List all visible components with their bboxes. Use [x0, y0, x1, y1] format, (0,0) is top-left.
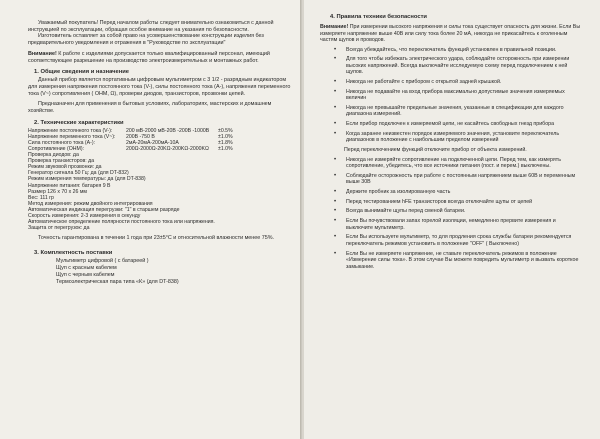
safety-attention	[320, 24, 584, 44]
rule-text: Если Вы почувствовали запах горелой изоляции, немедленно прервите измерения и выключите мультиметр.	[346, 218, 556, 231]
spec-value: 200 мВ-2000 мВ-20В -200В -1000В	[126, 127, 210, 134]
spec-line: Защита от перегрузок: да	[28, 225, 90, 232]
safety-rule	[320, 234, 584, 247]
spec-line: Автоматическая индикация перегрузки: "1" в старшем разряде	[28, 206, 180, 213]
bullet-icon: •	[334, 56, 337, 63]
rule-text: Всегда убеждайтесь, что переключатель функций установлен в правильной позиции.	[346, 46, 557, 53]
rule-text: Если Вы используете мультиметр, то для продления срока службы батареи рекомендуется переключатель режимов установить в положение "OFF" ( Выключено)	[346, 234, 572, 247]
section-4-title: 4. Правила техники безопасности	[330, 14, 427, 20]
bullet-icon: •	[334, 234, 337, 241]
attention-text: При измерении высокого напряжения и силы тока существует опасность для жизни. Если Вы измеряете напряжение выше 40В или силу тока более 20 мА, никогда не прикасайтесь к оголенным частям щупов и проводов.	[320, 24, 581, 43]
bullet-icon: •	[334, 88, 337, 95]
right-page	[304, 0, 600, 439]
spec-label: Напряжение постоянного тока (V-):	[28, 127, 113, 134]
section-2-title: 2. Технические характеристики	[34, 119, 124, 126]
rule-text: Если Вы не измеряете напряжение, не ставьте переключатель режимов в положение «Измерение силы тока». В этом случае Вы можете повредить мультиметр и вызвать короткое замыкание.	[346, 250, 579, 270]
section-3-title: 3. Комплектность поставки	[34, 250, 113, 257]
spec-label: Сопротивление (OHM):	[28, 146, 85, 153]
rights-text: Изготовитель оставляет за собой право на усовершенствование конструкции изделия без предварительного уведомления и отражения в "Руководстве по эксплуатации"	[28, 33, 264, 47]
spec-accuracy: ±1.0%	[218, 146, 233, 153]
spec-line: Размер 126 х 70 х 26 мм	[28, 188, 87, 195]
attention-paragraph	[28, 51, 292, 64]
section-1-title: 1. Общие сведения и назначение	[34, 69, 130, 76]
bullet-icon: •	[334, 218, 337, 225]
kit-item: Термоэлектрическая пара типа «К» (для DT-838)	[56, 278, 179, 285]
safety-rule	[320, 131, 584, 144]
spec-line: Вес: 111 гр	[28, 194, 54, 201]
section-1-text-2: Предназначен для применения в бытовых условиях, лабораториях, мастерских и домашнем хозяйстве.	[28, 101, 272, 115]
safety-rule	[320, 56, 584, 76]
bullet-icon: •	[334, 104, 337, 111]
spec-line: Режим звуковой прозвонки: да	[28, 164, 102, 171]
spec-value: 200В -750 В	[126, 133, 155, 140]
safety-rule	[320, 199, 584, 206]
kit-list	[28, 258, 292, 286]
bullet-icon: •	[334, 172, 337, 179]
spec-label: Проверка транзисторов: да	[28, 158, 95, 165]
kit-item: Щуп с черным кабелем	[56, 271, 115, 278]
accuracy-text: Точность гарантирована в течении 1 года при 23±5°С и относительной влажности менее 75%.	[38, 235, 275, 242]
rule-text: Никогда не работайте с прибором с открытой задней крышкой.	[346, 79, 502, 86]
spec-accuracy	[218, 158, 248, 164]
kit-item: Щуп с красным кабелем	[56, 264, 117, 271]
rule-text: Если прибор подключен к измеряемой цепи, не касайтесь свободных гнезд прибора	[346, 121, 555, 128]
spec-line: Автоматическое определение полярности постоянного тока или напряжения.	[28, 219, 215, 226]
bullet-icon: •	[334, 46, 337, 53]
attention-label: Внимание!	[320, 24, 349, 30]
section-1-text: Данный прибор является портативным цифровым мультиметром с 3 1/2 - разрядным индикатором для измерения напряжения постоянного тока (V-), силы постоянного тока (A-), напряжения переменного тока (V~) сопротивления ( OHM, Ω), проверки диодов, транзисторов, прозвонки цепей.	[28, 77, 291, 97]
spec-line: Генератор сигнала 50 Гц: да (для DT-832)	[28, 170, 129, 177]
safety-rule	[320, 47, 584, 54]
rule-text: Никогда не превышайте предельные значения, указанные в спецификации для каждого диапазона измерений.	[346, 104, 564, 118]
bullet-icon: •	[334, 250, 337, 257]
spec-line: Напряжение питания: батарея 9 В	[28, 182, 111, 189]
spec-accuracy: ±1.8%	[218, 139, 233, 146]
intro-text: Уважаемый покупатель! Перед началом работы следует внимательно ознакомиться с данной инструкцией по эксплуатации, обращая особое внимание на указания по безопасности.	[28, 20, 274, 33]
spec-value: 200Ω-2000Ω-20KΩ-200KΩ-2000KΩ	[126, 146, 209, 153]
kit-item: Мультиметр цифровой ( с батареей )	[56, 258, 149, 265]
bullet-icon: •	[334, 79, 337, 86]
bullet-icon: •	[334, 198, 337, 205]
spec-accuracy: ±0.5%	[218, 127, 233, 134]
spec-label: Сила постоянного тока (A-):	[28, 139, 96, 146]
rule-text: Никогда не измеряйте сопротивление на подключенной цепи. Перед тем, как измерять сопротивление, убедитесь, что все источники питания (пост. и перем.) выключены.	[346, 156, 561, 170]
safety-rule	[320, 218, 584, 231]
safety-rule	[320, 79, 584, 86]
spec-line: Метод измерения: режим двойного интегрирования	[28, 200, 153, 207]
spec-label: Напряжение переменного тока (V~):	[28, 133, 116, 140]
bullet-icon: •	[334, 121, 337, 128]
safety-rule	[320, 157, 584, 170]
safety-rule	[320, 173, 584, 186]
safety-rule	[320, 251, 584, 271]
safety-rule	[320, 121, 584, 128]
spec-label: Проверка диодов: да	[28, 152, 79, 159]
attention-text: К работе с изделиями допускается только квалифицированный персонал, имеющий соответствующее разрешение на производство электроизмерительных и монтажных работ.	[28, 50, 270, 64]
attention-label: Внимание!	[28, 50, 57, 57]
rule-text: Когда заранее неизвестен порядок измеряемого значения, установите переключатель диапазонов в положение с наибольшим пределом измерений	[346, 130, 560, 144]
safety-rule	[320, 89, 584, 102]
rule-text: Всегда вынимайте щупы перед сменой батареи.	[346, 208, 466, 215]
safety-rule	[320, 105, 584, 118]
spec-accuracy: ±1.0%	[218, 133, 233, 140]
rule-text: Никогда не подавайте на вход прибора максимально допустимые значения измеряемых величин	[346, 88, 565, 102]
rule-text: Соблюдайте осторожность при работе с постоянным напряжением выше 60В и переменным выше 30В	[346, 172, 576, 186]
spec-line: Режим измерения температуры: да (для DT-838)	[28, 176, 146, 183]
switch-paragraph: Перед переключением функций отключите прибор от объекта измерений.	[344, 147, 527, 153]
spec-line: Скорость измерения: 2-3 измерения в секунду	[28, 213, 141, 220]
specs-table	[28, 128, 292, 165]
specs-more	[28, 164, 292, 231]
safety-rule	[320, 208, 584, 215]
rule-text: Держите пробник за изолированную часть	[346, 189, 451, 196]
rule-text: Перед тестированием hFE транзисторов всегда отключайте щупы от цепей	[346, 198, 533, 205]
bullet-icon: •	[334, 156, 337, 163]
rule-text: Для того чтобы избежать электрического удара, соблюдайте осторожность при измерении высоких напряжений. Всегда выключайте исследуемую схему перед подключением к ней щупов.	[346, 56, 570, 76]
spec-value	[126, 158, 218, 164]
safety-rule	[320, 189, 584, 196]
bullet-icon: •	[334, 208, 337, 215]
spec-value: 2мА-20мА-200мА-10А	[126, 139, 179, 146]
bullet-icon: •	[334, 130, 337, 137]
bullet-icon: •	[334, 189, 337, 196]
